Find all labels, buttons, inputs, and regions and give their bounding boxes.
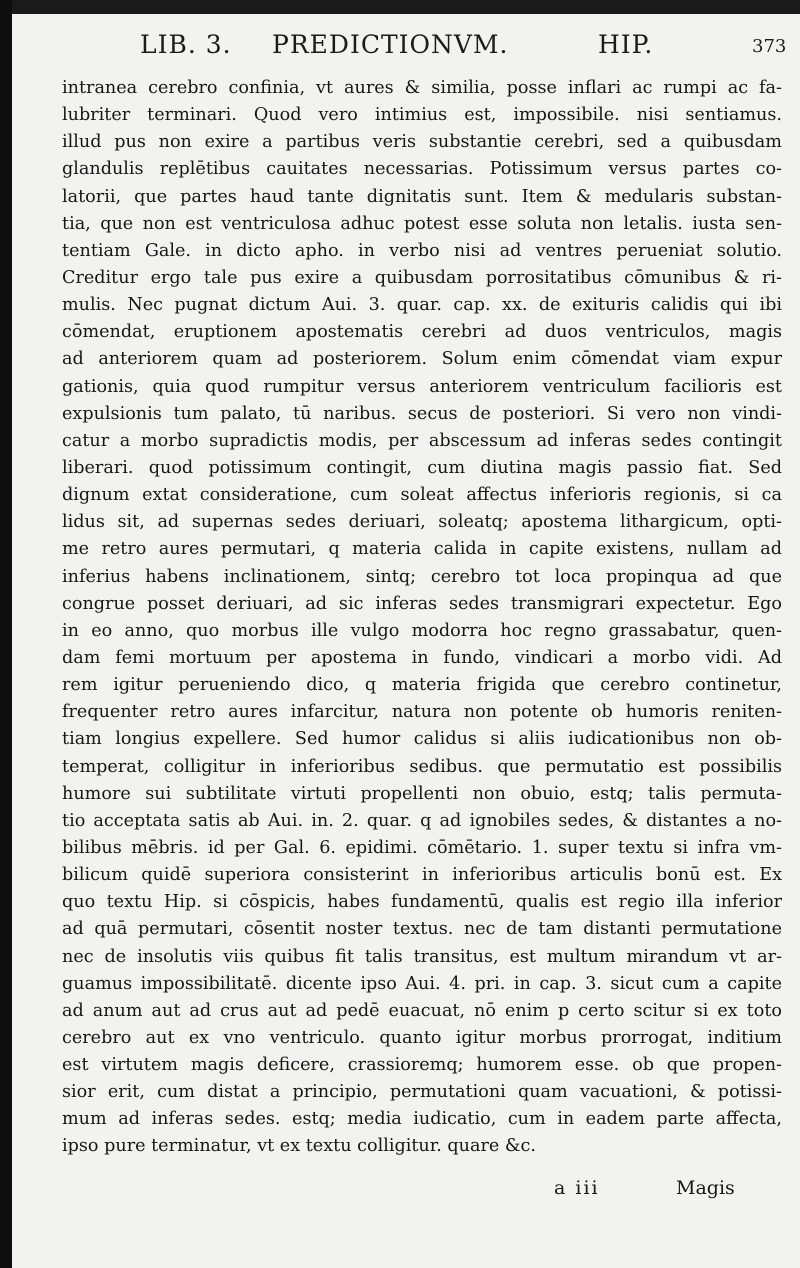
text-line: ipso pure terminatur, vt ex textu colligitur. quare &c. — [62, 1136, 537, 1157]
text-line: illud pus non exire a partibus veris substantie cerebri, sed a quibusdam — [62, 132, 782, 153]
text-line: sior erit, cum distat a principio, permutationi quam vacuationi, & potissi- — [62, 1082, 782, 1103]
text-line: intranea cerebro confinia, vt aures & similia, posse inflari ac rumpi ac fa- — [62, 78, 782, 98]
text-line: quo textu Hip. si cōspicis, habes fundamentū, qualis est regio illa inferior — [62, 892, 782, 913]
text-line: tiam longius expellere. Sed humor calidus si aliis iudicationibus non ob- — [62, 729, 782, 750]
scan-border-left — [0, 0, 12, 1268]
text-line: glandulis replētibus cauitates necessarias. Potissimum versus partes co- — [62, 159, 782, 180]
text-line: guamus impossibilitatē. dicente ipso Aui. 4. pri. in cap. 3. sicut cum a capite — [62, 973, 782, 994]
text-line: ad quā permutari, cōsentit noster textus. nec de tam distanti permutatione — [62, 919, 782, 940]
text-line: cōmendat, eruptionem apostematis cerebri ad duos ventriculos, magis — [62, 322, 782, 343]
text-line: humore sui subtilitate virtuti propellenti non obuio, estq; talis permuta- — [62, 783, 782, 804]
text-line: ad anum aut ad crus aut ad pedē euacuat, nō enim p certo scitur si ex toto — [62, 1000, 782, 1021]
text-line: me retro aures permutari, q materia calida in capite existens, nullam ad — [62, 539, 782, 560]
text-line: lidus sit, ad supernas sedes deriuari, soleatq; apostema lithargicum, opti- — [62, 512, 782, 533]
text-line: bilicum quidē superiora consisterint in inferioribus articulis bonū est. Ex — [62, 865, 782, 886]
running-head-title: PREDICTIONVM. — [272, 30, 509, 59]
text-line: dignum extat consideratione, cum soleat affectus inferioris regionis, si ca — [62, 485, 782, 506]
text-line: tio acceptata satis ab Aui. in. 2. quar. q ad ignobiles sedes, & distantes a no- — [62, 810, 782, 831]
text-line: rem igitur perueniendo dico, q materia frigida que cerebro continetur, — [62, 675, 782, 696]
text-line: in eo anno, quo morbus ille vulgo modorra hoc regno grassabatur, quen- — [62, 620, 782, 641]
text-line: Creditur ergo tale pus exire a quibusdam porrositatibus cōmunibus & ri- — [62, 267, 782, 288]
text-line: est virtutem magis deficere, crassioremq; humorem esse. ob que propen- — [62, 1055, 782, 1076]
book-page — [12, 14, 800, 1268]
scan-border-top — [0, 0, 800, 14]
text-line: frequenter retro aures infarcitur, natura non potente ob humoris reniten- — [62, 702, 782, 723]
text-line: dam femi mortuum per apostema in fundo, vindicari a morbo vidi. Ad — [62, 647, 782, 668]
text-line: tia, que non est ventriculosa adhuc potest esse soluta non letalis. iusta sen- — [62, 213, 782, 234]
folio-number: 373 — [752, 36, 787, 57]
catchword: Magis — [676, 1177, 735, 1199]
text-line: mulis. Nec pugnat dictum Aui. 3. quar. cap. xx. de exituris calidis qui ibi — [62, 295, 782, 316]
text-line: catur a morbo supradictis modis, per abscessum ad inferas sedes contingit — [62, 430, 782, 451]
text-line: tentiam Gale. in dicto apho. in verbo nisi ad ventres perueniat solutio. — [62, 240, 782, 261]
text-line: bilibus mēbris. id per Gal. 6. epidimi. cōmētario. 1. super textu si infra vm- — [62, 837, 782, 858]
running-head — [12, 14, 800, 72]
text-line: gationis, quia quod rumpitur versus anteriorem ventriculum facilioris est — [62, 376, 782, 397]
body-text — [62, 75, 782, 1161]
signature-mark: a iii — [554, 1177, 600, 1199]
text-line: ad anteriorem quam ad posteriorem. Solum enim cōmendat viam expur — [62, 349, 782, 370]
text-line: liberari. quod potissimum contingit, cum diutina magis passio fiat. Sed — [62, 457, 782, 478]
text-line: latorii, que partes haud tante dignitatis sunt. Item & medularis substan- — [62, 186, 782, 207]
text-line: expulsionis tum palato, tū naribus. secus de posteriori. Si vero non vindi- — [62, 403, 782, 424]
text-line: lubriter terminari. Quod vero intimius est, impossibile. nisi sentiamus. — [62, 105, 782, 126]
text-line: congrue posset deriuari, ad sic inferas sedes transmigrari expectetur. Ego — [62, 593, 782, 614]
text-line: cerebro aut ex vno ventriculo. quanto igitur morbus prorrogat, inditium — [62, 1027, 782, 1048]
running-head-author: HIP. — [598, 30, 654, 59]
text-line: nec de insolutis viis quibus fit talis transitus, est multum mirandum vt ar- — [62, 946, 782, 967]
text-line: temperat, colligitur in inferioribus sedibus. que permutatio est possibilis — [62, 756, 782, 777]
running-head-book: LIB. 3. — [140, 30, 232, 59]
text-line: mum ad inferas sedes. estq; media iudicatio, cum in eadem parte affecta, — [62, 1109, 782, 1130]
text-line: inferius habens inclinationem, sintq; cerebro tot loca propinqua ad que — [62, 566, 782, 587]
